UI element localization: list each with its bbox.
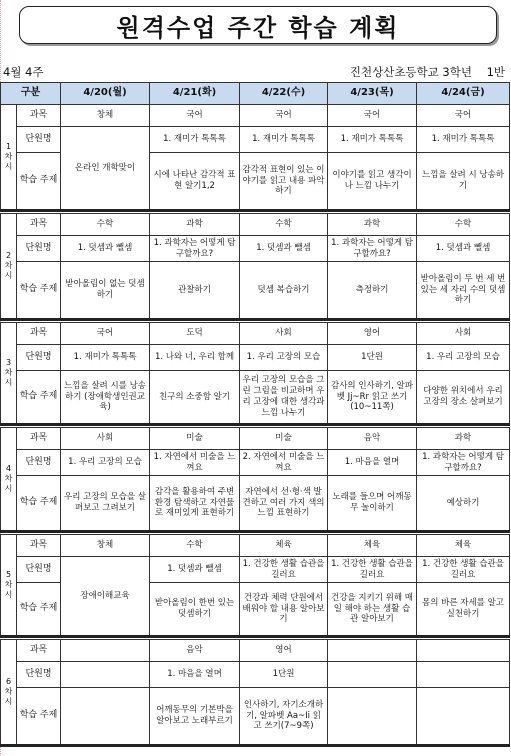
cell-unit: 2. 자연에서 미술을 느껴요 [240, 450, 328, 476]
cell-topic: 이야기를 읽고 생각이나 느낌 나누기 [328, 153, 417, 211]
cell-topic: 어깨동무의 기본박을 알아보고 노래부르기 [150, 688, 240, 746]
cell-subject: 수학 [150, 535, 240, 557]
period-label: 2 차시 [1, 214, 17, 320]
cell-subject: 체육 [240, 535, 328, 557]
cell-subject [61, 640, 150, 662]
cell-subject: 음악 [328, 428, 417, 450]
cell-topic: 건강을 지키기 위해 매일 해야 하는 생활 습관 알아보기 [328, 583, 417, 637]
cell-topic: 관찰하기 [150, 262, 240, 320]
cell-subject: 음악 [150, 640, 240, 662]
cell-subject: 창체 [61, 535, 150, 557]
period-label: 5 차시 [1, 535, 17, 637]
header-cell-day: 4/23(목) [328, 83, 417, 105]
header-cell-day: 4/24(금) [417, 83, 510, 105]
period-label: 1 차시 [1, 105, 17, 211]
cell-topic: 느낌을 살려 시 낭송하기 [417, 153, 510, 211]
period-5-unit-row [1, 557, 510, 583]
period-3-topic-row [1, 371, 510, 425]
cell-subject: 과학 [417, 428, 510, 450]
cell-topic: 받아올림이 두 번 세 번 있는 세 자리 수의 덧셈하기 [417, 262, 510, 320]
row-label-unit: 단원명 [17, 450, 61, 476]
cell-topic: 친구의 소중함 알기 [150, 371, 240, 425]
row-label-unit: 단원명 [17, 236, 61, 262]
cell-unit [417, 662, 510, 688]
cell-unit: 1. 과학자는 어떻게 탐구할까요? [328, 236, 417, 262]
cell-subject: 과학 [150, 214, 240, 236]
cell-unit: 1. 재미가 톡톡톡 [328, 127, 417, 153]
cell-subject: 창체 [61, 105, 150, 127]
cell-subject: 사회 [240, 323, 328, 345]
cell-unit: 1. 마음을 열며 [328, 450, 417, 476]
period-label: 4 차시 [1, 428, 17, 532]
cell-topic: 몸의 바른 자세를 알고 실천하기 [417, 583, 510, 637]
cell-topic [417, 688, 510, 746]
cell-unit: 1. 과학자는 어떻게 탐구할까요? [417, 450, 510, 476]
cell-unit: 1단원 [240, 662, 328, 688]
row-label-topic: 학습 주제 [17, 153, 61, 211]
row-label-unit: 단원명 [17, 662, 61, 688]
row-label-subject: 과목 [17, 428, 61, 450]
week-label: 4월 4주 [3, 65, 44, 79]
row-label-topic: 학습 주제 [17, 583, 61, 637]
period-2-unit-row [1, 236, 510, 262]
row-label-unit: 단원명 [17, 345, 61, 371]
cell-unit: 온라인 개학맞이 [61, 127, 150, 211]
row-label-subject: 과목 [17, 323, 61, 345]
header-row [1, 83, 510, 105]
period-2-subject-row [1, 214, 510, 236]
cell-unit: 1. 자연에서 미술을 느껴요 [150, 450, 240, 476]
cell-unit [61, 662, 150, 688]
cell-subject: 국어 [417, 105, 510, 127]
cell-unit: 1. 과학자는 어떻게 탐구할까요? [150, 236, 240, 262]
header-cell-day: 4/21(화) [150, 83, 240, 105]
row-label-topic: 학습 주제 [17, 371, 61, 425]
cell-topic: 받아올림이 한번 있는 덧셈하기 [150, 583, 240, 637]
cell-subject: 국어 [61, 323, 150, 345]
cell-unit [328, 662, 417, 688]
period-label: 3 차시 [1, 323, 17, 425]
cell-unit: 1. 마음을 열며 [150, 662, 240, 688]
period-label: 6 차시 [1, 640, 17, 746]
cell-subject: 체육 [417, 535, 510, 557]
cell-subject [417, 640, 510, 662]
cell-unit: 1. 재미가 톡톡톡 [240, 127, 328, 153]
row-label-topic: 학습 주제 [17, 688, 61, 746]
cell-topic: 느낌을 살려 시를 낭송하기 (장애학생인권교육) [61, 371, 150, 425]
row-label-subject: 과목 [17, 105, 61, 127]
cell-subject [328, 640, 417, 662]
row-label-unit: 단원명 [17, 127, 61, 153]
weekly-plan-table [0, 82, 510, 747]
period-1-subject-row [1, 105, 510, 127]
cell-topic: 예상하기 [417, 476, 510, 532]
page-title: 원격수업 주간 학습 계획 [116, 13, 400, 42]
cell-subject: 국어 [240, 105, 328, 127]
school-class-label: 진천상산초등학교 3학년 1반 [349, 65, 505, 79]
cell-unit: 1. 우리 고장의 모습 [417, 345, 510, 371]
cell-topic: 시에 나타난 감각적 표현 알기1,2 [150, 153, 240, 211]
cell-topic: 감사의 인사하기, 알파벳 Jj~Rr 읽고 쓰기(10~11쪽) [328, 371, 417, 425]
header-cell-category: 구분 [1, 83, 61, 105]
period-6-unit-row [1, 662, 510, 688]
cell-unit: 1. 나와 너, 우리 함께 [150, 345, 240, 371]
cell-subject: 미술 [240, 428, 328, 450]
period-6-subject-row [1, 640, 510, 662]
cell-topic: 우리 고장의 모습을 그린 그림을 비교하며 우리 고장에 대한 생각과 느낌 나누기 [240, 371, 328, 425]
cell-subject: 영어 [328, 323, 417, 345]
cell-unit: 1. 덧셈과 뺄셈 [417, 236, 510, 262]
cell-subject: 수학 [417, 214, 510, 236]
cell-unit: 1. 건강한 생활 습관을 길러요 [328, 557, 417, 583]
cell-topic: 인사하기, 자기소개하기, 알파벳 Aa~Ii 읽고 쓰기(7~9쪽) [240, 688, 328, 746]
row-label-subject: 과목 [17, 214, 61, 236]
period-4-unit-row [1, 450, 510, 476]
header-cell-day: 4/20(월) [61, 83, 150, 105]
row-label-unit: 단원명 [17, 557, 61, 583]
cell-topic: 자연에서 선·형·색 발견하고 여러 가지 색의 느낌 표현하기 [240, 476, 328, 532]
cell-topic: 우리 고장의 모습을 살펴보고 그려보기 [61, 476, 150, 532]
cell-topic: 감각을 활용하여 주변 환경 탐색하고 자연물로 재미있게 표현하기 [150, 476, 240, 532]
cell-topic: 건강과 체력 단원에서 배워야 할 내용 알아보기 [240, 583, 328, 637]
cell-subject: 영어 [240, 640, 328, 662]
period-2-topic-row [1, 262, 510, 320]
period-3-unit-row [1, 345, 510, 371]
cell-unit: 1. 덧셈과 뺄셈 [240, 236, 328, 262]
cell-subject: 국어 [328, 105, 417, 127]
row-label-subject: 과목 [17, 535, 61, 557]
cell-subject: 체육 [328, 535, 417, 557]
cell-unit: 1. 건강한 생활 습관을 길러요 [417, 557, 510, 583]
period-6-topic-row [1, 688, 510, 746]
cell-subject: 국어 [150, 105, 240, 127]
cell-topic: 감각적 표현이 있는 이야기를 읽고 내용 파악하기 [240, 153, 328, 211]
header-cell-day: 4/22(수) [240, 83, 328, 105]
cell-subject: 수학 [61, 214, 150, 236]
cell-unit: 1. 재미가 톡톡톡 [61, 345, 150, 371]
row-label-topic: 학습 주제 [17, 262, 61, 320]
cell-subject: 사회 [417, 323, 510, 345]
row-label-topic: 학습 주제 [17, 476, 61, 532]
cell-unit: 1단원 [328, 345, 417, 371]
cell-subject: 수학 [240, 214, 328, 236]
row-label-subject: 과목 [17, 640, 61, 662]
cell-unit: 1. 우리 고장의 모습 [240, 345, 328, 371]
cell-unit: 1. 우리 고장의 모습 [61, 450, 150, 476]
cell-topic: 받아올림이 없는 덧셈하기 [61, 262, 150, 320]
cell-topic: 노래를 들으며 어깨동무 놀이하기 [328, 476, 417, 532]
period-3-subject-row [1, 323, 510, 345]
cell-topic: 다양한 위치에서 우리 고장의 장소 살펴보기 [417, 371, 510, 425]
cell-topic: 덧셈 복습하기 [240, 262, 328, 320]
cell-unit: 장애이해교육 [61, 557, 150, 637]
cell-subject: 과학 [328, 214, 417, 236]
cell-unit: 1. 재미가 톡톡톡 [417, 127, 510, 153]
cell-unit: 1. 재미가 톡톡톡 [150, 127, 240, 153]
cell-topic: 측정하기 [328, 262, 417, 320]
period-4-subject-row [1, 428, 510, 450]
cell-unit: 1. 건강한 생활 습관을 길러요 [240, 557, 328, 583]
cell-topic [61, 688, 150, 746]
period-4-topic-row [1, 476, 510, 532]
period-1-unit-row [1, 127, 510, 153]
cell-unit: 1. 덧셈과 뺄셈 [150, 557, 240, 583]
cell-subject: 미술 [150, 428, 240, 450]
period-5-subject-row [1, 535, 510, 557]
cell-subject: 도덕 [150, 323, 240, 345]
cell-subject: 사회 [61, 428, 150, 450]
cell-topic [328, 688, 417, 746]
cell-unit: 1. 덧셈과 뺄셈 [61, 236, 150, 262]
title-box [19, 6, 497, 44]
